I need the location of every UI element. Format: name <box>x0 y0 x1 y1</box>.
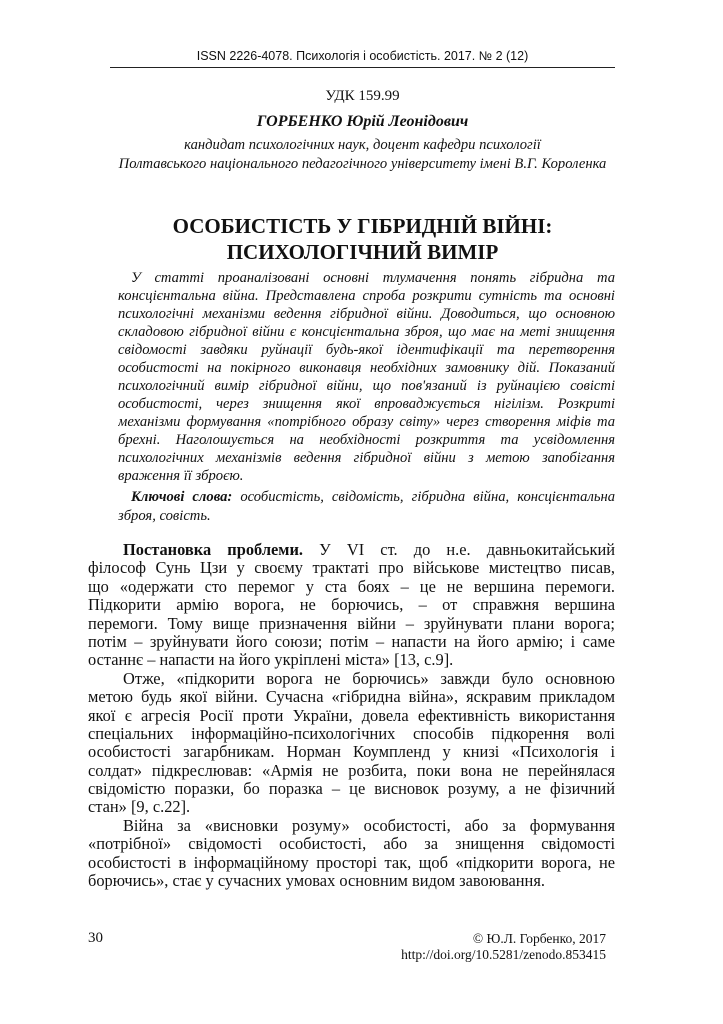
body-line: свідомістю поразки, бо поразка – це висновок розуму, а не фізичний <box>88 780 615 799</box>
abstract-line: брехні. Наголошується на необхідності розкриття та усвідомлення <box>118 432 615 448</box>
udk-code: УДК 159.99 <box>325 88 400 104</box>
body-line: якої є агресія Росії проти України, довела ефективність використання <box>88 706 615 725</box>
abstract-line: складовою гібридної війни є консцієнтальна зброя, що має на меті знищення <box>118 324 615 340</box>
doi-link[interactable]: http://doi.org/10.5281/zenodo.853415 <box>401 947 606 962</box>
abstract-line: психологічних механізмів ведення гібридної війни з метою запобігання <box>118 450 615 466</box>
body-text <box>88 541 615 890</box>
body-line: метою будь якої війни. Сучасна «гібридна війна», яскравим прикладом <box>88 688 615 707</box>
copyright: © Ю.Л. Горбенко, 2017 <box>472 931 606 946</box>
keywords <box>118 488 615 526</box>
keywords-label: Ключові слова: <box>131 489 233 505</box>
body-line: солдат» підкреслював: «Армія не розбита, поки вона не перейнялася <box>88 761 615 780</box>
body-line: що «одержати сто перемог у ста боях – це не вершина перемоги. <box>88 577 615 596</box>
body-line: перемоги. Тому вище призначення війни – зруйнувати плани ворога; <box>88 614 615 633</box>
body-line: особистості в інформаційному просторі так, щоб «підкорити ворога, не <box>88 853 615 872</box>
body-line: Підкорити армію ворога, не борючись, – от справжня вершина <box>88 596 615 615</box>
author-affiliation-line: Полтавського національного педагогічного університету імені В.Г. Короленка <box>118 156 607 172</box>
abstract-line: механізми формування «потрібного образу світу» через створення міфів та <box>118 414 615 430</box>
body-line: стан» [9, с.22]. <box>88 798 191 817</box>
keywords-text: особистість, свідомість, гібридна війна, консцієнтальна <box>232 489 615 505</box>
body-line: Отже, «підкорити ворога не борючись» завжди було основною <box>123 669 615 688</box>
abstract-line: свідомості завдяки руйнації будь-якої ідентифікації та перетворення <box>118 342 615 358</box>
body-line: філософ Сунь Цзи у своєму трактаті про військове мистецтво писав, <box>88 559 615 578</box>
abstract <box>118 269 615 485</box>
abstract-line: враження її зброєю. <box>118 468 244 484</box>
body-line: «потрібної» свідомості особистості, або за знищення свідомості <box>88 835 615 854</box>
body-line: особистості загарбникам. Норман Коумпленд у книзі «Психологія і <box>88 743 615 762</box>
body-line: останнє – напасти на його укріплені міста» [13, с.9]. <box>88 651 454 670</box>
abstract-line: особистості, через знищення якої впроваджується нігілізм. Розкриті <box>118 396 615 412</box>
article-title-line: ПСИХОЛОГІЧНИЙ ВИМІР <box>226 240 499 264</box>
header-divider <box>110 67 615 68</box>
page-number: 30 <box>88 930 103 946</box>
copyright-block <box>401 931 606 963</box>
body-line: потім – зруйнувати його союзи; потім – напасти на його армію; і саме <box>88 632 615 651</box>
running-header: ISSN 2226-4078. Психологія і особистість. 2017. № 2 (12) <box>196 49 529 63</box>
body-line: борючись», стає у сучасних умовах основним видом завоювання. <box>88 872 545 891</box>
article-title-line: ОСОБИСТІСТЬ У ГІБРИДНІЙ ВІЙНІ: <box>172 214 553 238</box>
body-line-text: У VI ст. до н.е. давньокитайський <box>303 541 615 559</box>
body-line: спеціальних інформаційно-психологічних способів підкорення волі <box>88 724 615 743</box>
abstract-line: психологічні механізми ведення гібридної війни. Доводиться, що основною <box>118 306 615 322</box>
author-name: ГОРБЕНКО Юрій Леонідович <box>256 113 469 130</box>
body-line <box>88 541 615 559</box>
abstract-line: психологічний вимір гібридної війни, що пов'язаний із руйнацією совісті <box>118 378 615 394</box>
keywords-line: зброя, совість. <box>118 508 211 524</box>
abstract-line: консцієнтальна війна. Представлена спроба розкрити сутність та основні <box>118 288 615 304</box>
abstract-line: У статті проаналізовані основні тлумачення понять гібридна та <box>131 270 615 286</box>
keywords-line <box>118 488 615 507</box>
abstract-line: особистості на покірного виконавця необхідних замовнику дій. Показаний <box>118 360 615 376</box>
section-heading: Постановка проблеми. <box>123 541 303 559</box>
body-line: Війна за «висновки розуму» особистості, або за формування <box>123 816 615 835</box>
author-affiliation-line: кандидат психологічних наук, доцент кафедри психології <box>184 137 541 153</box>
